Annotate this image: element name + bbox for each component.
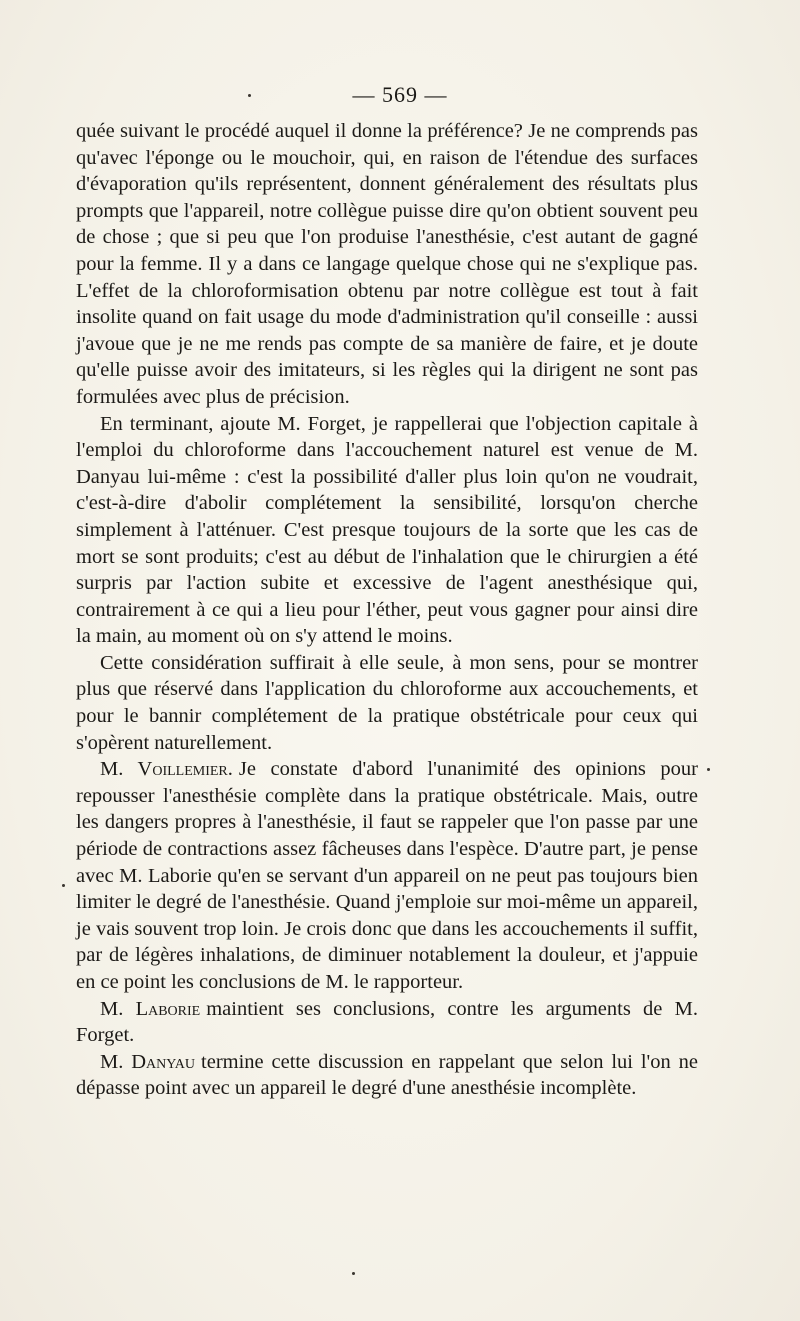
scan-speck: [352, 1272, 355, 1275]
speaker-name: M. Voillemier.: [100, 758, 233, 781]
body-text: [76, 118, 698, 1102]
paragraph-text: Je constate d'abord l'unanimité des opinions pour repousser l'anesthésie complète dans la pratique obstétricale. Mais, outre les dangers propres à l'anesthésie, il faut se rappeler que l'on passe par une période de contractions assez fâcheuses dans l'espèce. D'autre part, je pense avec M. Laborie qu'en se servant d'un appareil on ne peut pas toujours bien limiter le degré de l'anesthésie. Quand j'emploie sur moi-même un appareil, je vais souvent trop loin. Je crois donc que dans les accouchements il suffit, par de légères inhalations, de diminuer notablement la douleur, et j'appuie en ce point les conclusions de M. le rapporteur.: [76, 758, 698, 993]
page-number: — 569 —: [352, 82, 448, 107]
paragraph-danyau: [76, 1049, 698, 1102]
paragraph-text: En terminant, ajoute M. Forget, je rappellerai que l'objection capitale à l'emploi du chloroforme dans l'accouchement naturel est venue de M. Danyau lui-même : c'est la possibilité d'aller plus loin qu'on ne voudrait, c'est-à-dire d'abolir complétement la sensibilité, lorsqu'on cherche simplement à l'atténuer. C'est presque toujours de la sorte que les cas de mort se sont produits; c'est au début de l'inhalation que le chirurgien a été surpris par l'action subite et excessive de l'agent anesthésique qui, contrairement à ce qui a lieu pour l'éther, peut vous gagner pour ainsi dire la main, au moment où on s'y attend le moins.: [76, 412, 698, 648]
paragraph-text: Cette considération suffirait à elle seule, à mon sens, pour se montrer plus que réservé dans l'application du chloroforme aux accouchements, et pour le bannir complétement de la pratique obstétricale pour ceux qui s'opèrent naturellement.: [76, 651, 698, 754]
scan-speck: [248, 94, 251, 97]
paragraph-text: termine cette discussion en rappelant que selon lui l'on ne dépasse point avec un appareil le degré d'une anesthésie incomplète.: [76, 1050, 698, 1100]
paragraph-laborie: [76, 996, 698, 1049]
paragraph-continuation: [76, 118, 698, 411]
speaker-name: M. Laborie: [100, 997, 201, 1020]
speaker-name: M. Danyau: [100, 1050, 196, 1073]
scan-speck: [62, 884, 65, 887]
scan-speck: [707, 768, 710, 771]
paragraph-forget-conclusion: [76, 411, 698, 650]
paragraph-text: quée suivant le procédé auquel il donne la préférence? Je ne comprends pas qu'avec l'éponge ou le mouchoir, qui, en raison de l'étendue des surfaces d'évaporation qu'ils représentent, donnent généralement des résultats plus prompts que l'appareil, notre collègue puisse dire qu'on obtient souvent peu de chose ; que si peu que l'on produise l'anesthésie, c'est autant de gagné pour la femme. Il y a dans ce langage quelque chose qui ne s'explique pas. L'effet de la chloroformisation obtenu par notre collègue est tout à fait insolite quand on fait usage du mode d'administration qu'il conseille : aussi j'avoue que je ne me rends pas compte de sa manière de faire, et je doute qu'elle puisse avoir des imitateurs, si les règles qui la dirigent ne sont pas formulées avec plus de précision.: [76, 120, 698, 408]
paragraph-text: maintient ses conclusions, contre les arguments de M. Forget.: [76, 997, 698, 1047]
paragraph-consideration: [76, 650, 698, 756]
paragraph-voillemier: [76, 756, 698, 995]
